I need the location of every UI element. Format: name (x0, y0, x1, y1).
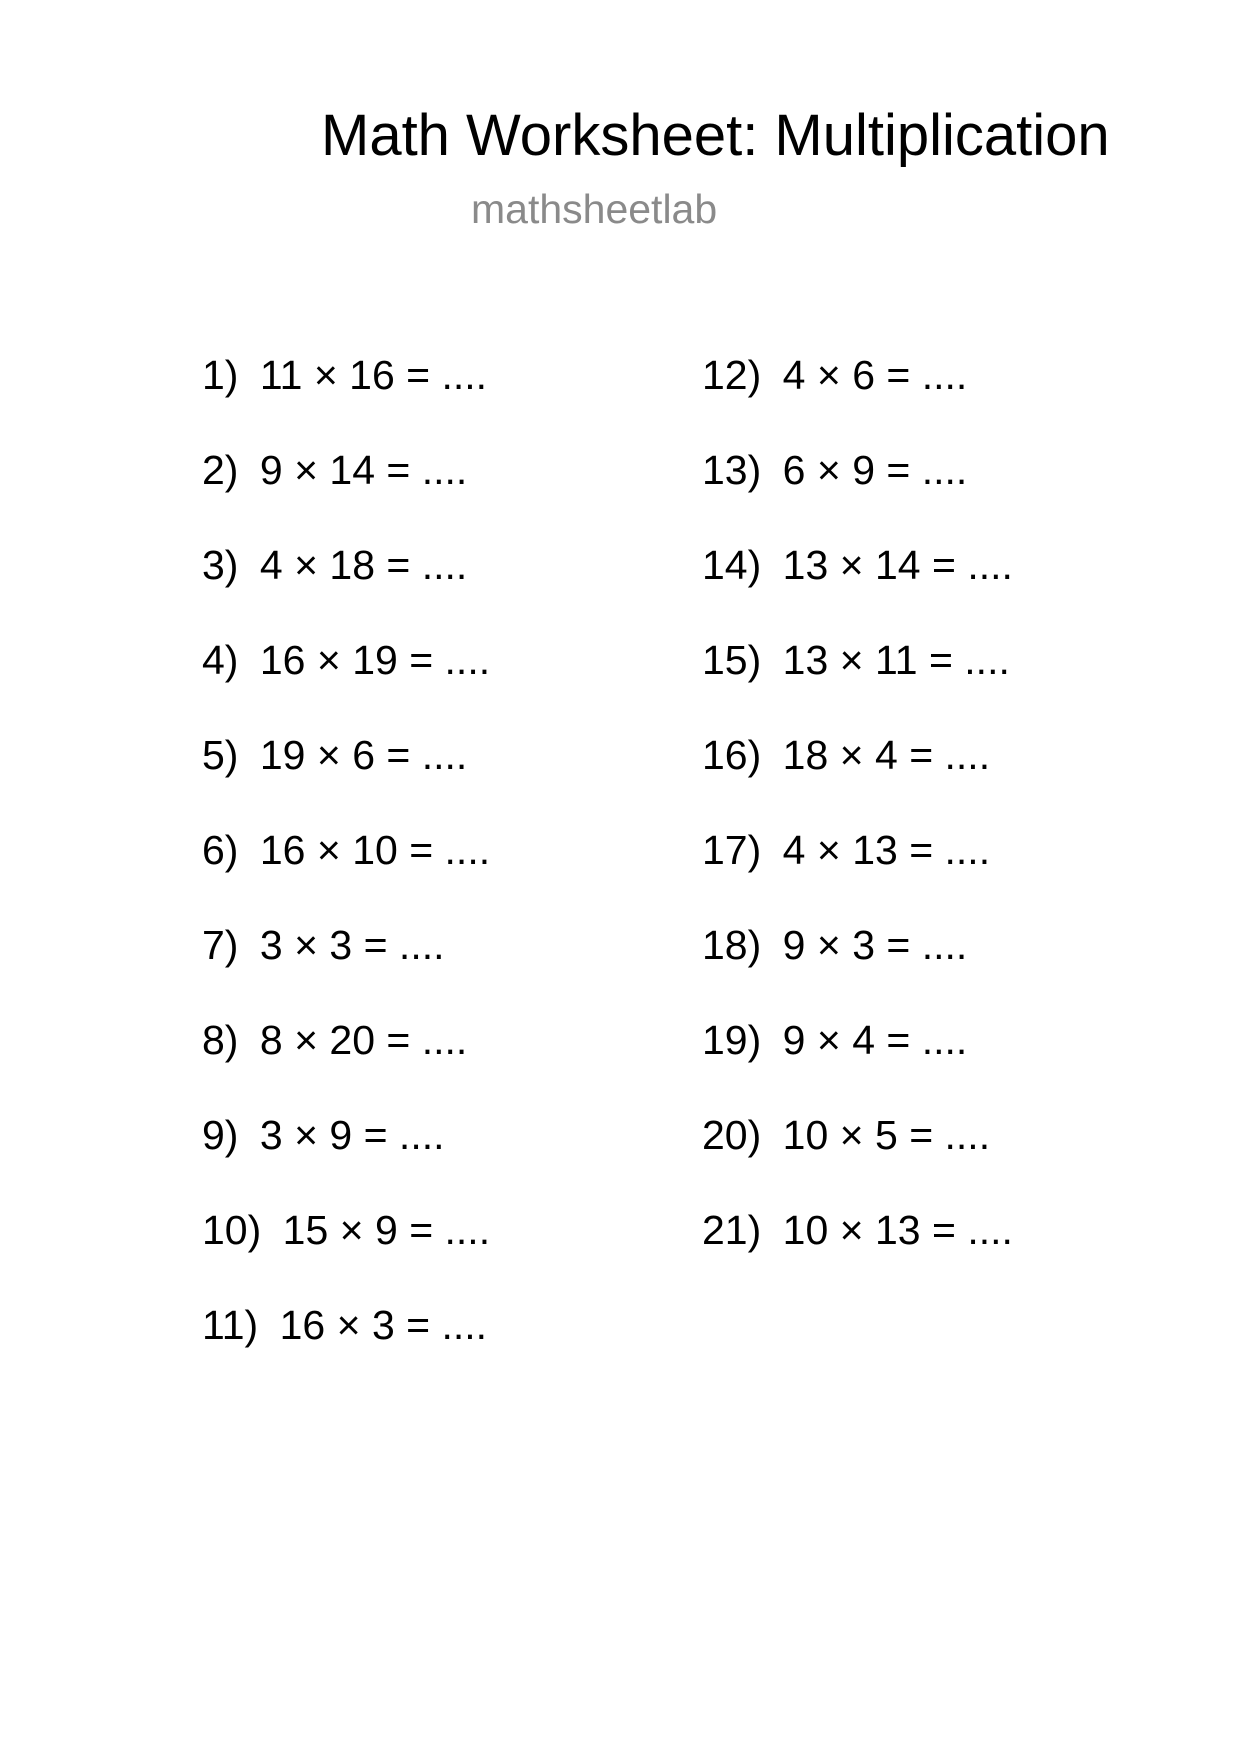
problem-8 (202, 1015, 490, 1110)
problem-expression: 4 × 13 = .... (782, 827, 991, 873)
problem-11 (202, 1300, 490, 1395)
problem-number: 3) (202, 542, 239, 588)
problem-expression: 4 × 6 = .... (782, 352, 968, 398)
problem-10 (202, 1205, 490, 1300)
problem-expression: 10 × 5 = .... (782, 1112, 991, 1158)
problem-number: 9) (202, 1112, 239, 1158)
problem-number: 18) (702, 922, 762, 968)
problem-1 (202, 350, 490, 445)
problem-number: 17) (702, 827, 762, 873)
problem-number: 7) (202, 922, 239, 968)
problem-expression: 16 × 10 = .... (259, 827, 491, 873)
problem-expression: 13 × 14 = .... (782, 542, 1013, 588)
problem-column-left (202, 350, 490, 1395)
problem-expression: 4 × 18 = .... (259, 542, 468, 588)
problem-number: 20) (702, 1112, 762, 1158)
problem-expression: 9 × 3 = .... (782, 922, 968, 968)
problem-expression: 10 × 13 = .... (782, 1207, 1013, 1253)
problem-number: 13) (702, 447, 762, 493)
problem-expression: 3 × 9 = .... (259, 1112, 445, 1158)
problem-column-right (702, 350, 1013, 1300)
problem-4 (202, 635, 490, 730)
problem-expression: 16 × 19 = .... (259, 637, 491, 683)
problem-number: 1) (202, 352, 239, 398)
problem-number: 12) (702, 352, 762, 398)
problem-expression: 11 × 16 = .... (259, 352, 488, 398)
problem-6 (202, 825, 490, 920)
problem-number: 8) (202, 1017, 239, 1063)
problem-19 (702, 1015, 1013, 1110)
problem-expression: 15 × 9 = .... (282, 1207, 491, 1253)
problem-number: 16) (702, 732, 762, 778)
problem-16 (702, 730, 1013, 825)
problem-expression: 9 × 14 = .... (259, 447, 468, 493)
problem-number: 11) (202, 1302, 259, 1348)
problem-expression: 13 × 11 = .... (782, 637, 1010, 683)
problem-number: 6) (202, 827, 239, 873)
problem-number: 21) (702, 1207, 762, 1253)
problem-number: 19) (702, 1017, 762, 1063)
problem-18 (702, 920, 1013, 1015)
brand-name: mathsheetlab (471, 186, 718, 232)
problem-15 (702, 635, 1013, 730)
problem-expression: 8 × 20 = .... (259, 1017, 468, 1063)
problem-number: 15) (702, 637, 762, 683)
problem-17 (702, 825, 1013, 920)
problem-20 (702, 1110, 1013, 1205)
problem-number: 4) (202, 637, 239, 683)
problem-expression: 6 × 9 = .... (782, 447, 968, 493)
problem-7 (202, 920, 490, 1015)
problem-number: 14) (702, 542, 762, 588)
problem-expression: 9 × 4 = .... (782, 1017, 968, 1063)
problem-21 (702, 1205, 1013, 1300)
problem-expression: 18 × 4 = .... (782, 732, 991, 778)
problem-14 (702, 540, 1013, 635)
problem-12 (702, 350, 1013, 445)
problem-13 (702, 445, 1013, 540)
problem-expression: 3 × 3 = .... (259, 922, 445, 968)
problem-9 (202, 1110, 490, 1205)
problem-number: 10) (202, 1207, 262, 1253)
problem-number: 5) (202, 732, 239, 778)
problem-expression: 16 × 3 = .... (279, 1302, 488, 1348)
problem-5 (202, 730, 490, 825)
problem-2 (202, 445, 490, 540)
problem-number: 2) (202, 447, 239, 493)
problem-3 (202, 540, 490, 635)
problem-expression: 19 × 6 = .... (259, 732, 468, 778)
page-title: Math Worksheet: Multiplication (321, 103, 1110, 168)
